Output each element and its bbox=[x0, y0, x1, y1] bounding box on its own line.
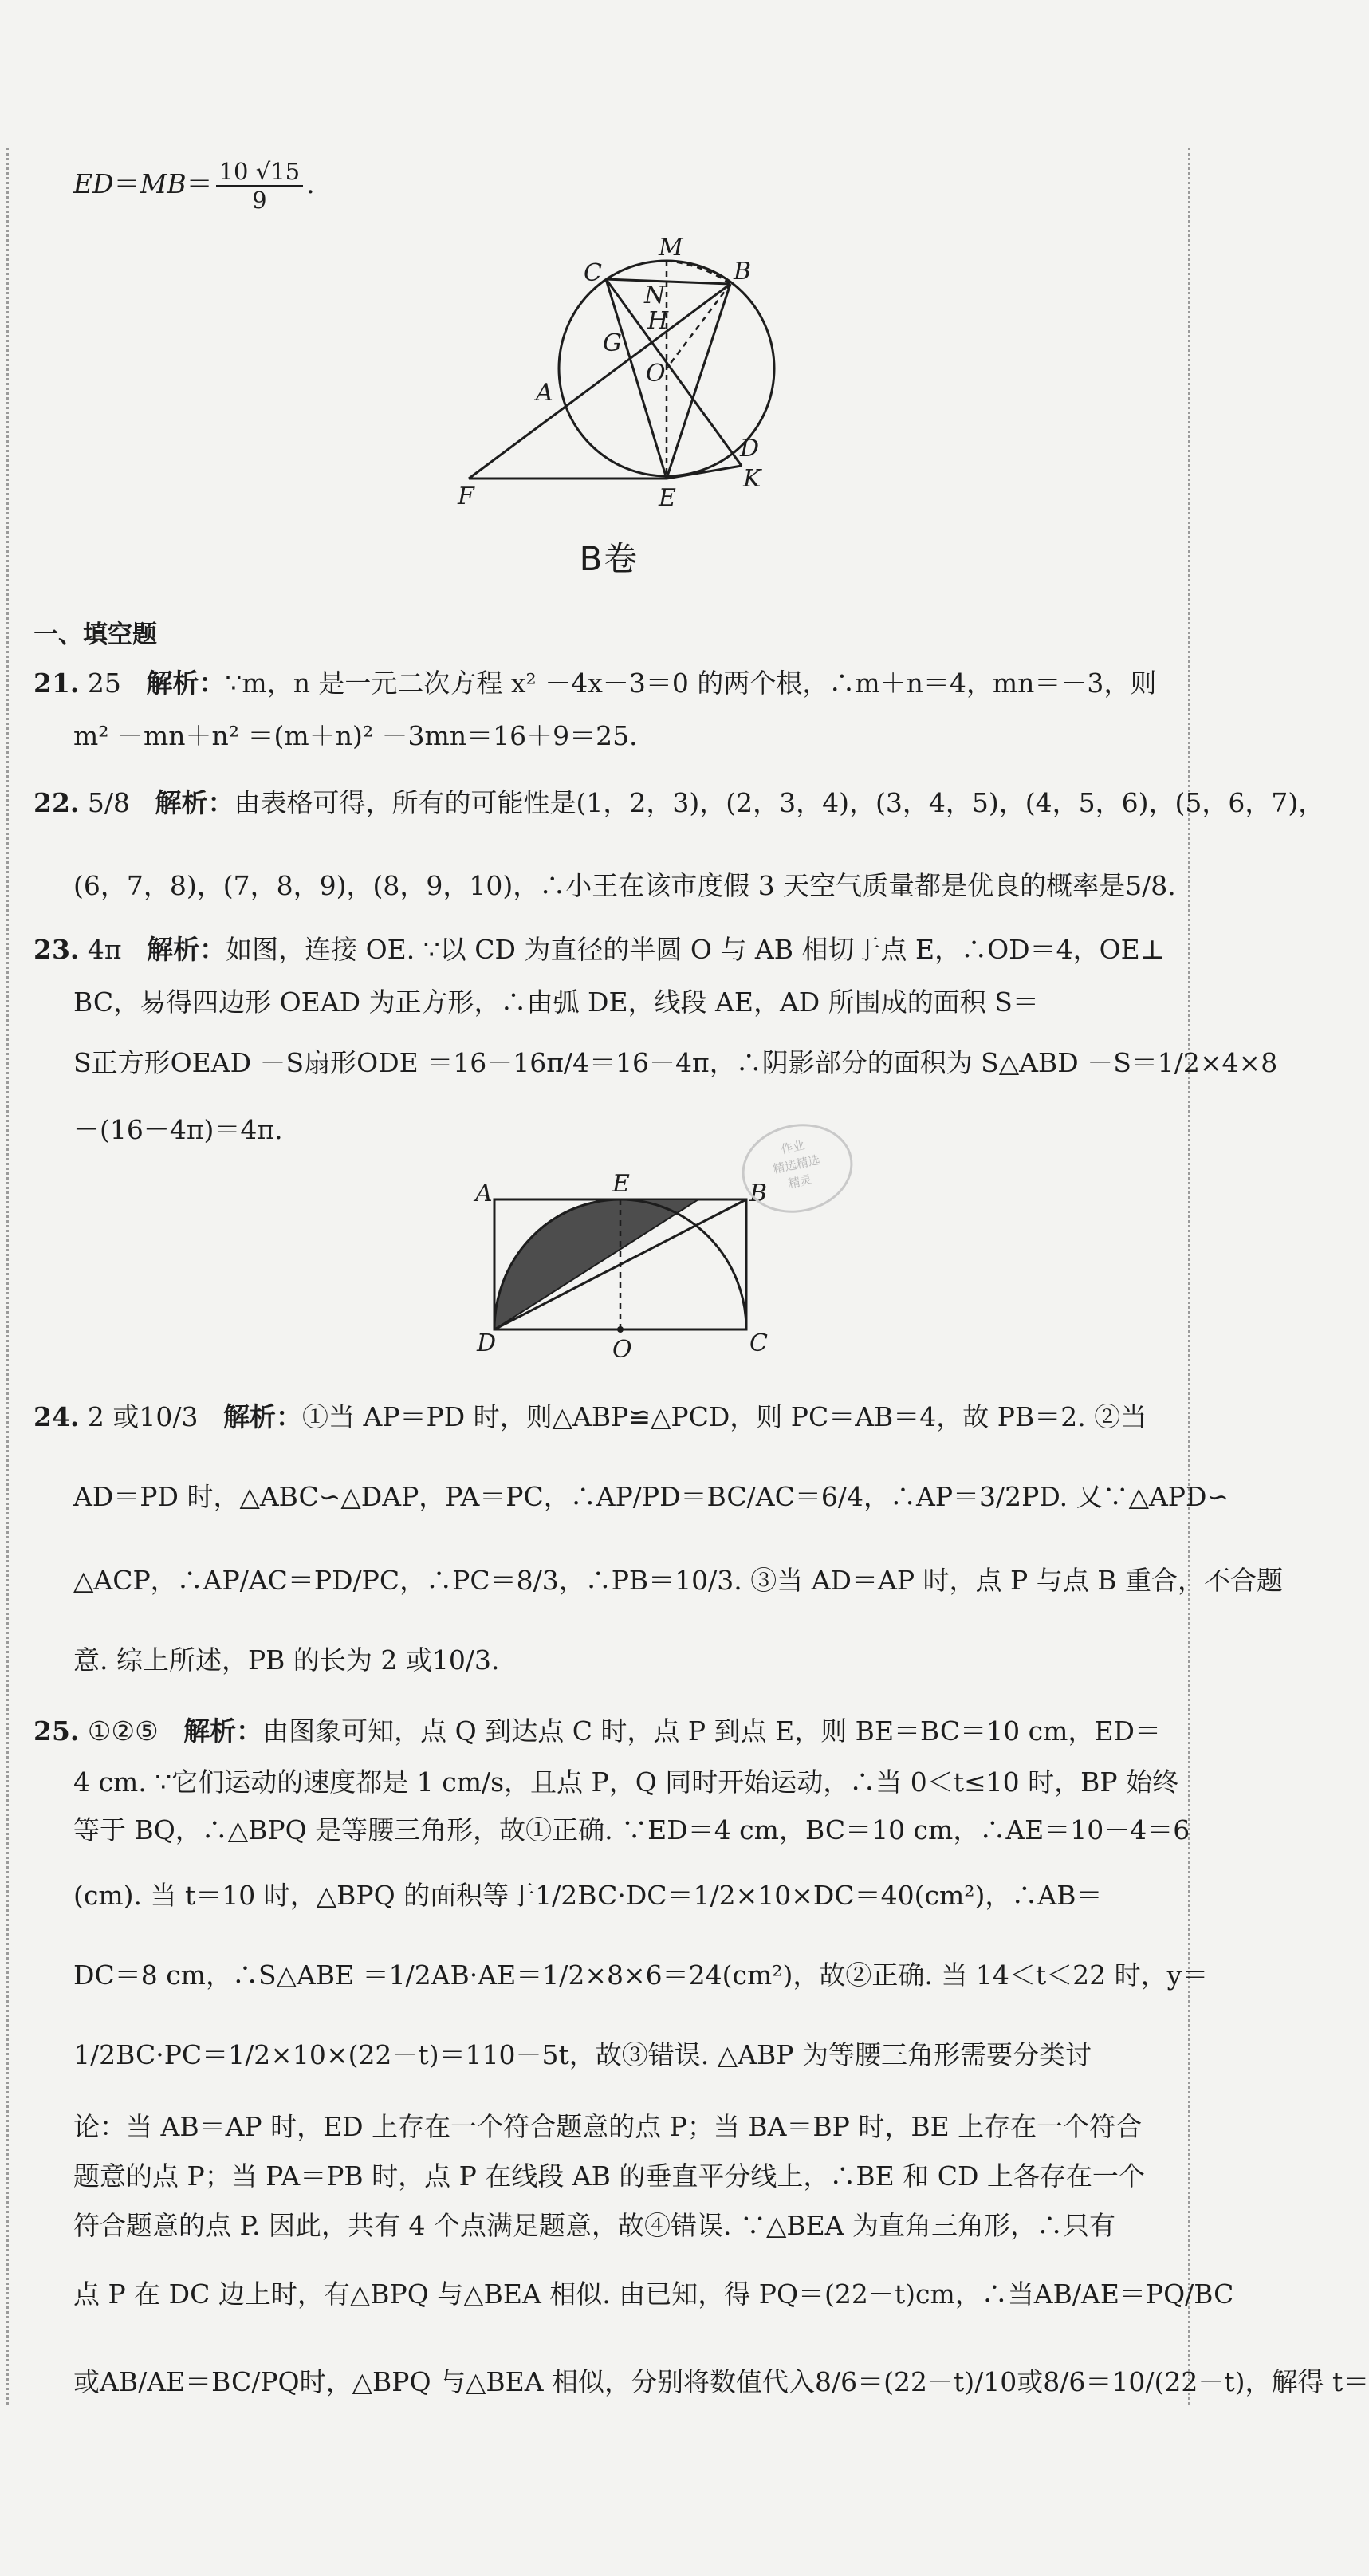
q23-label: 解析： bbox=[147, 934, 226, 965]
q24-answer: 2 或10/3 bbox=[87, 1401, 199, 1432]
label-o: O bbox=[612, 1336, 632, 1364]
label-e: E bbox=[612, 1170, 630, 1198]
label-c: C bbox=[584, 259, 602, 287]
label-b: B bbox=[734, 258, 752, 286]
q25-text-4: (cm). 当 t＝10 时，△BPQ 的面积等于1/2BC·DC＝1/2×10×DC＝40(cm²)，∴AB＝ bbox=[73, 1880, 1103, 1911]
label-n: N bbox=[644, 282, 666, 309]
label-a: A bbox=[536, 379, 553, 407]
stamp-line-2: 精选精选 bbox=[771, 1152, 822, 1177]
q25-text-6: 1/2BC·PC＝1/2×10×(22－t)＝110－5t，故③错误. △ABP 为等腰三角形需要分类讨 bbox=[73, 2039, 1092, 2070]
q22-text-1: 由表格可得，所有的可能性是(1，2，3)，(2，3，4)，(3，4，5)，(4，5，6)，(5，6，7)， bbox=[234, 787, 1325, 818]
q24-text-4: 意. 综上所述，PB 的长为 2 或10/3. bbox=[73, 1644, 500, 1676]
q24-line-1 bbox=[33, 1396, 1147, 1439]
label-a: A bbox=[475, 1180, 493, 1207]
stamp-line-1: 作业 bbox=[779, 1137, 806, 1157]
q24-text-1: ①当 AP＝PD 时，则△ABP≌△PCD，则 PC＝AB＝4，故 PB＝2. ②当 bbox=[302, 1401, 1147, 1432]
label-h: H bbox=[647, 307, 669, 335]
label-d: D bbox=[740, 435, 760, 463]
q22-answer: 5/8 bbox=[87, 787, 131, 818]
top-formula: ED＝MB＝ $\frac{10 √15}{9}$ . bbox=[73, 158, 315, 214]
q22-text-2: (6，7，8)，(7，8，9)，(8，9，10)，∴小王在该市度假 3 天空气质量都是优良的概率是5/8. bbox=[73, 870, 1176, 901]
right-dotted-border bbox=[1188, 148, 1190, 2405]
rectangle-semicircle-figure bbox=[470, 1172, 773, 1364]
label-f: F bbox=[458, 483, 474, 510]
segment-cb bbox=[606, 279, 730, 284]
q25-number: 25. bbox=[33, 1715, 80, 1747]
fill-blank-heading: 一、填空题 bbox=[33, 620, 157, 649]
q23-text-3: S正方形OEAD －S扇形ODE ＝16－16π/4＝16－4π，∴阴影部分的面积为 S△ABD －S＝1/2×4×8 bbox=[73, 1047, 1278, 1078]
q21-line-1 bbox=[33, 662, 1157, 705]
q25-text-5: DC＝8 cm，∴S△ABE ＝1/2AB·AE＝1/2×8×6＝24(cm²)，故②正确. 当 14＜t＜22 时，y＝ bbox=[73, 1960, 1209, 1991]
q23-number: 23. bbox=[33, 934, 80, 965]
q25-answer: ①②⑤ bbox=[87, 1715, 159, 1747]
q25-text-2: 4 cm. ∵它们运动的速度都是 1 cm/s，且点 P，Q 同时开始运动，∴当 0＜t≤10 时，BP 始终 bbox=[73, 1767, 1179, 1798]
point-o bbox=[617, 1326, 624, 1333]
label-o: O bbox=[646, 360, 666, 388]
label-e: E bbox=[659, 484, 676, 512]
q21-label: 解析： bbox=[146, 668, 226, 699]
segment-ek bbox=[667, 466, 742, 479]
q23-answer: 4π bbox=[87, 934, 122, 965]
label-m: M bbox=[659, 234, 683, 262]
circle-geometry-figure bbox=[446, 223, 797, 518]
q23-line-1 bbox=[33, 928, 1165, 971]
q25-text-1: 由图象可知，点 Q 到达点 C 时，点 P 到点 E，则 BE＝BC＝10 cm，ED＝ bbox=[262, 1715, 1161, 1747]
label-c: C bbox=[749, 1329, 768, 1357]
label-g: G bbox=[603, 329, 622, 357]
segment-be bbox=[667, 284, 730, 479]
q25-text-3: 等于 BQ，∴△BPQ 是等腰三角形，故①正确. ∵ED＝4 cm，BC＝10 cm，∴AE＝10－4＝6 bbox=[73, 1814, 1190, 1845]
q25-line-1 bbox=[33, 1710, 1161, 1753]
q24-text-2: AD＝PD 时，△ABC∽△DAP，PA＝PC，∴AP/PD＝BC/AC＝6/4，∴AP＝3/2PD. 又∵△APD∽ bbox=[73, 1481, 1229, 1512]
section-title: B卷 bbox=[579, 539, 639, 578]
stamp-line-3: 精灵 bbox=[786, 1172, 814, 1191]
q22-number: 22. bbox=[33, 787, 80, 818]
label-d: D bbox=[477, 1329, 497, 1357]
label-k: K bbox=[743, 465, 761, 493]
q24-number: 24. bbox=[33, 1401, 80, 1432]
q24-text-3: △ACP，∴AP/AC＝PD/PC，∴PC＝8/3，∴PB＝10/3. ③当 AD＝AP 时，点 P 与点 B 重合，不合题 bbox=[73, 1565, 1283, 1596]
q21-text-2: m² －mn＋n² ＝(m＋n)² －3mn＝16＋9＝25. bbox=[73, 720, 638, 751]
q23-text-1: 如图，连接 OE. ∵以 CD 为直径的半圆 O 与 AB 相切于点 E，∴OD＝4，OE⊥ bbox=[226, 934, 1165, 965]
segment-ck bbox=[606, 279, 742, 466]
segment-fb bbox=[469, 284, 730, 479]
q25-text-7: 论：当 AB＝AP 时，ED 上存在一个符合题意的点 P；当 BA＝BP 时，BE 上存在一个符合 bbox=[73, 2111, 1143, 2142]
q25-text-8: 题意的点 P；当 PA＝PB 时，点 P 在线段 AB 的垂直平分线上，∴BE 和 CD 上各存在一个 bbox=[73, 2160, 1145, 2192]
q25-text-11: 或AB/AE＝BC/PQ时，△BPQ 与△BEA 相似，分别将数值代入8/6＝(22－t)/10或8/6＝10/(22－t)，解得 t＝ bbox=[73, 2366, 1369, 2397]
q23-text-4: －(16－4π)＝4π. bbox=[73, 1114, 283, 1145]
arc-mb-dashed bbox=[667, 261, 730, 284]
left-dotted-border bbox=[6, 148, 9, 2405]
q25-text-10: 点 P 在 DC 边上时，有△BPQ 与△BEA 相似. 由已知，得 PQ＝(22－t)cm，∴当AB/AE＝PQ/BC bbox=[73, 2279, 1234, 2310]
q23-text-2: BC，易得四边形 OEAD 为正方形，∴由弧 DE，线段 AE，AD 所围成的面积 S＝ bbox=[73, 987, 1039, 1018]
q22-label: 解析： bbox=[155, 787, 234, 818]
q24-label: 解析： bbox=[223, 1401, 302, 1432]
shaded-region bbox=[494, 1199, 698, 1329]
q25-text-9: 符合题意的点 P. 因此，共有 4 个点满足题意，故④错误. ∵△BEA 为直角三角形，∴只有 bbox=[73, 2210, 1115, 2241]
q25-label: 解析： bbox=[183, 1715, 263, 1747]
q21-answer: 25 bbox=[87, 668, 121, 699]
label-b: B bbox=[749, 1180, 768, 1207]
segment-bo-dashed bbox=[667, 284, 730, 368]
q21-text-1: ∵m，n 是一元二次方程 x² －4x－3＝0 的两个根，∴m＋n＝4，mn＝－3，则 bbox=[225, 668, 1157, 699]
q22-line-1 bbox=[33, 782, 1325, 825]
q21-number: 21. bbox=[33, 668, 80, 699]
